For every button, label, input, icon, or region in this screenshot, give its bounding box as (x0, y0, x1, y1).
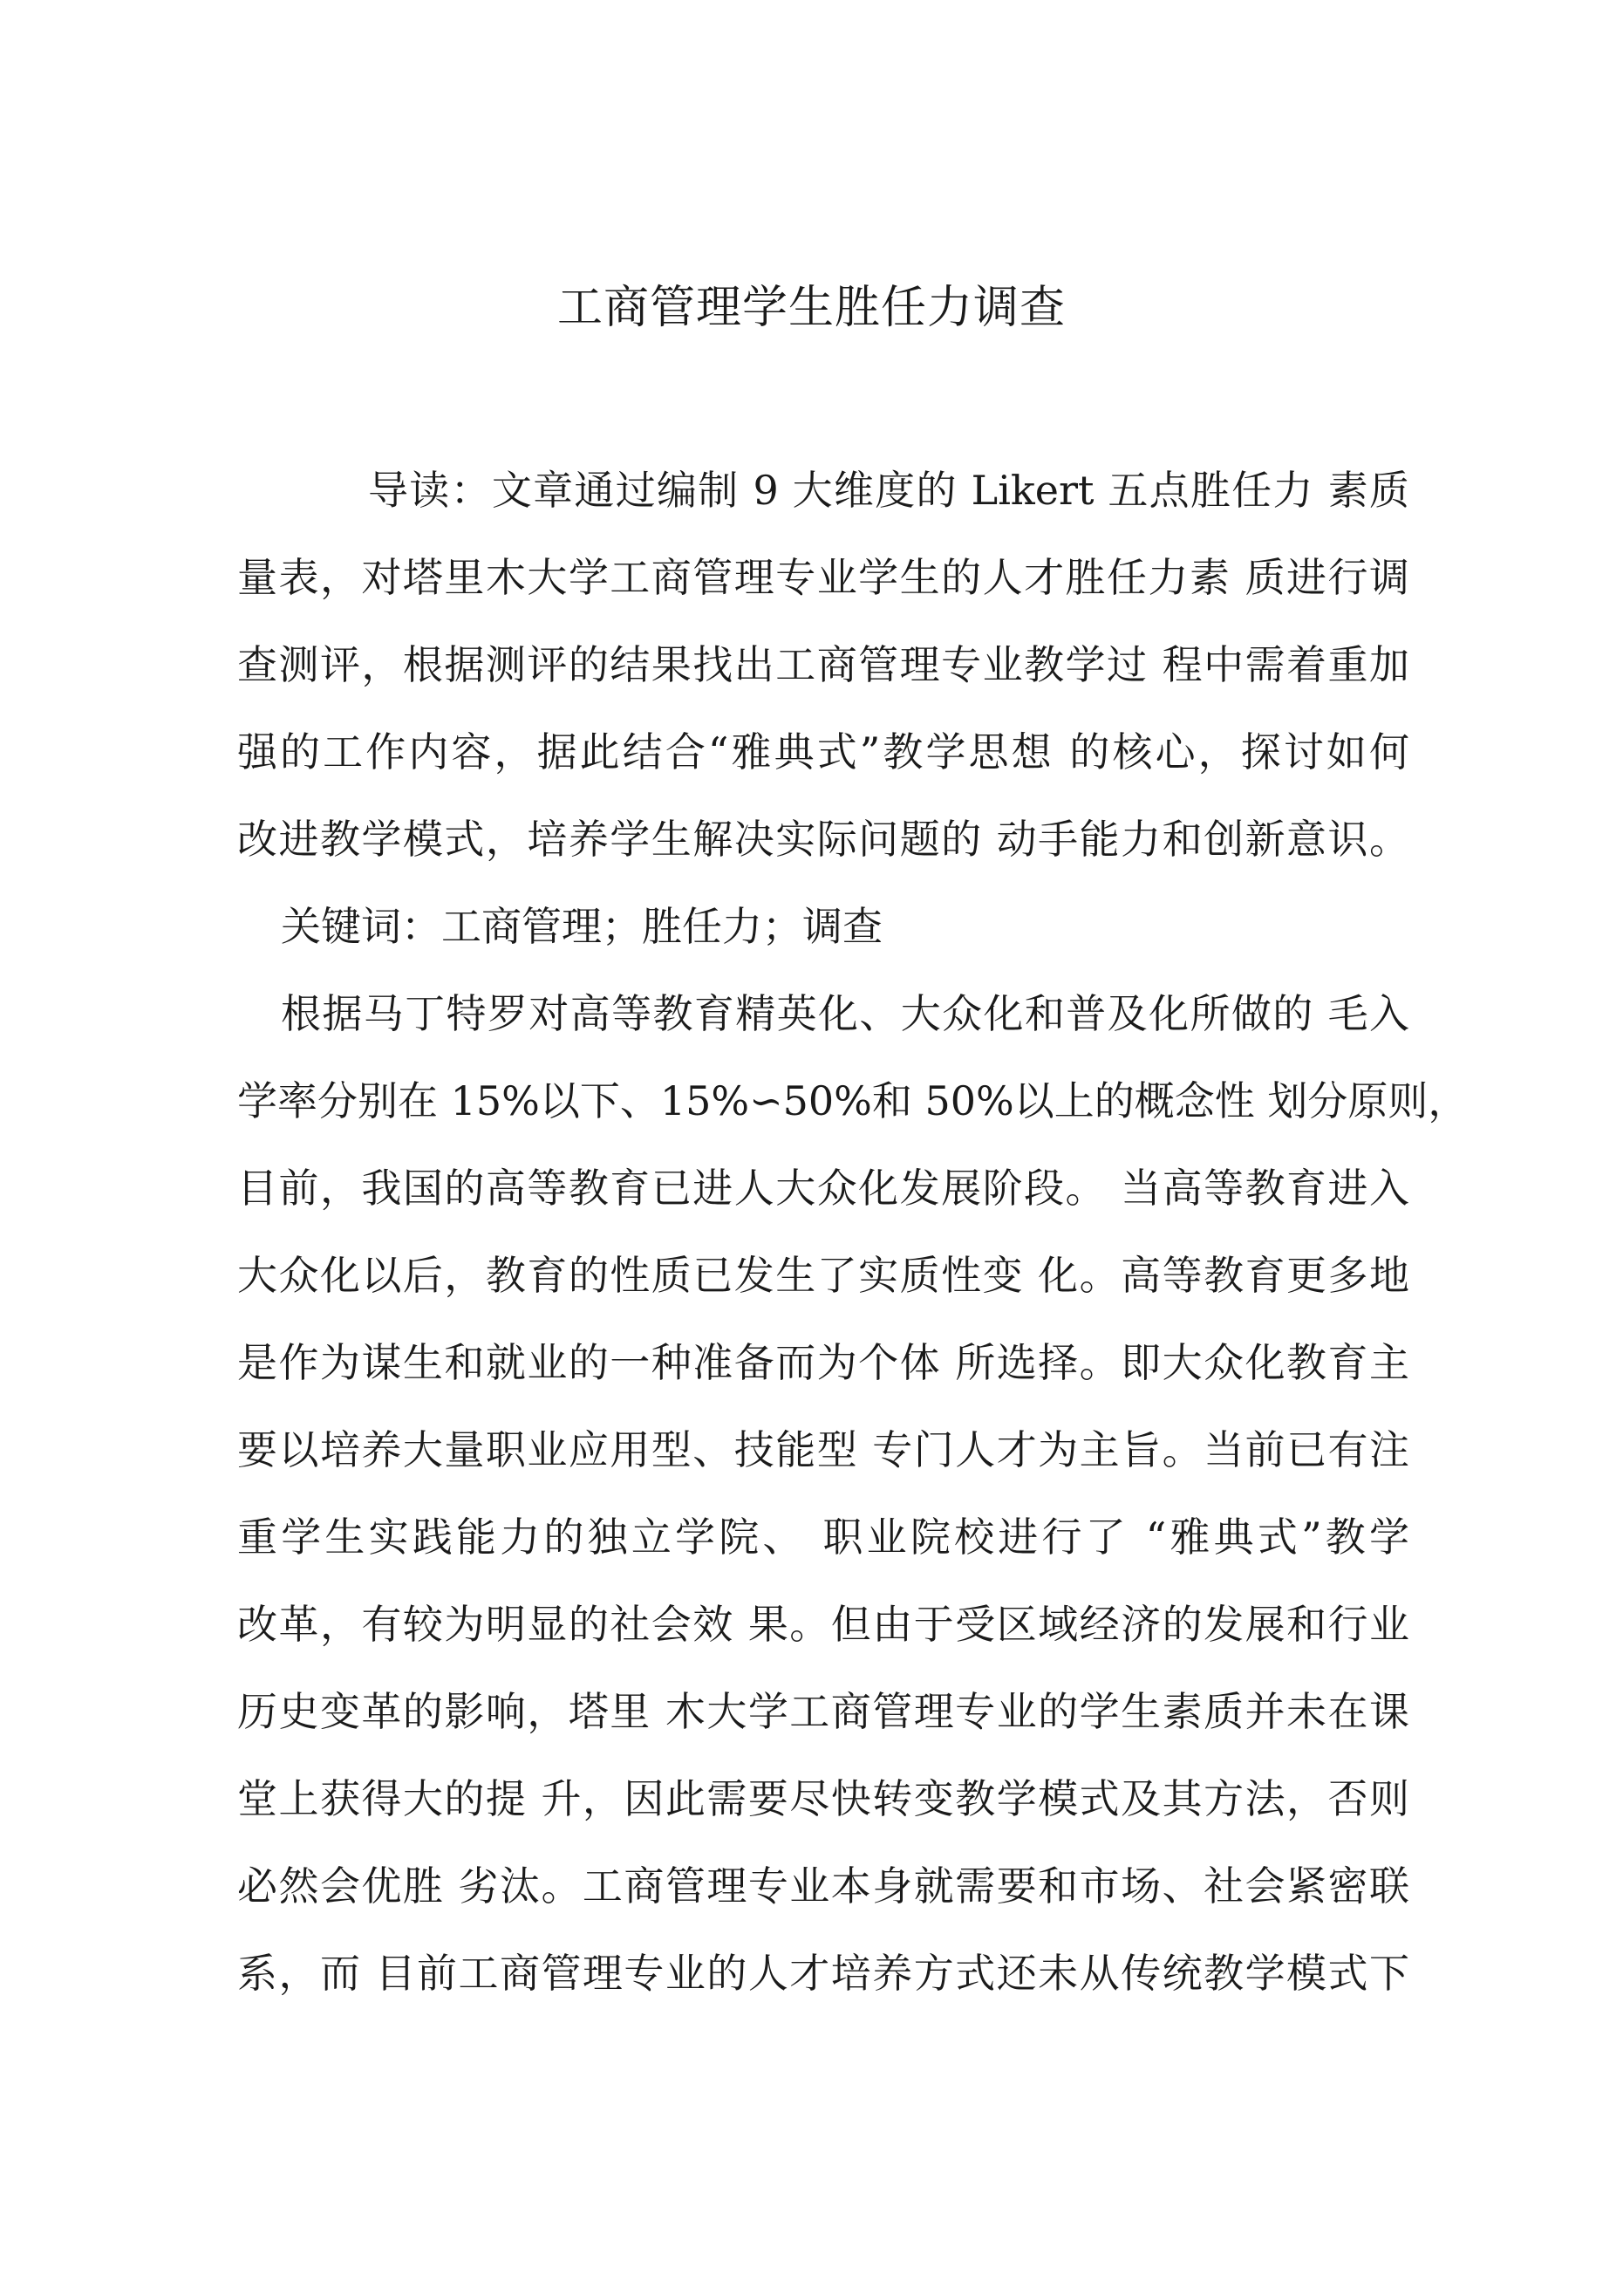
body-line: 目前，我国的高等教育已进人大众化发展阶段。 当高等教育进入 (237, 1165, 1409, 1212)
body-line: 系，而 目前工商管理专业的人才培养方式还未从传统教学模式下 (237, 1950, 1409, 1997)
keywords-paragraph (237, 883, 1409, 970)
body-line: 是作为谋生和就业的一种准备而为个体 所选择。即大众化教育主 (237, 1339, 1409, 1386)
page-title: 工商管理学生胜任力调查 (556, 282, 1066, 334)
abstract-line: 查测评，根据测评的结果找出工商管理专业教学过 程中需着重加 (237, 641, 1409, 688)
abstract-line: 强的工作内容，据此结合“雅典式”教学思想 的核心，探讨如何 (237, 728, 1409, 776)
body-paragraph (237, 970, 1469, 2017)
keywords-line: 关键词：工商管理；胜任力；调查 (281, 903, 883, 950)
body-line: 大众化以后，教育的性质已发生了实质性变 化。高等教育更多地 (237, 1252, 1409, 1299)
body-line: 历史变革的影响，塔里 木大学工商管理专业的学生素质并未在课 (237, 1688, 1409, 1735)
abstract-paragraph (237, 447, 1409, 883)
body-line: 改革，有较为明显的社会效 果。但由于受区域经济的发展和行业 (237, 1601, 1409, 1648)
body-line: 必然会优胜 劣汰。工商管理专业本身就需要和市场、社会紧密联 (237, 1862, 1409, 1910)
body-line: 根据马丁特罗对高等教育精英化、大众化和普及化所做的 毛入 (281, 990, 1409, 1037)
abstract-line: 导读：文章通过编制 9 大维度的 Likert 五点胜任力 素质 (368, 467, 1409, 514)
body-line: 学率分别在 15%以下、15%∽50%和 50%以上的概念性 划分原则， (237, 1077, 1469, 1124)
body-line: 重学生实践能力的独立学院、 职业院校进行了 “雅典式”教学 (237, 1514, 1409, 1561)
abstract-line: 量表，对塔里木大学工商管理专业学生的人才胜任力素 质进行调 (237, 554, 1409, 601)
body-line: 堂上获得大的提 升，因此需要尽快转变教学模式及其方法，否则 (237, 1775, 1409, 1822)
abstract-line: 改进教学模式，培养学生解决实际问题的 动手能力和创新意识。 (237, 816, 1409, 863)
body-line: 要以培养大量职业应用型、技能型 专门人才为主旨。当前已有注 (237, 1426, 1409, 1473)
document-content (237, 447, 1469, 2017)
